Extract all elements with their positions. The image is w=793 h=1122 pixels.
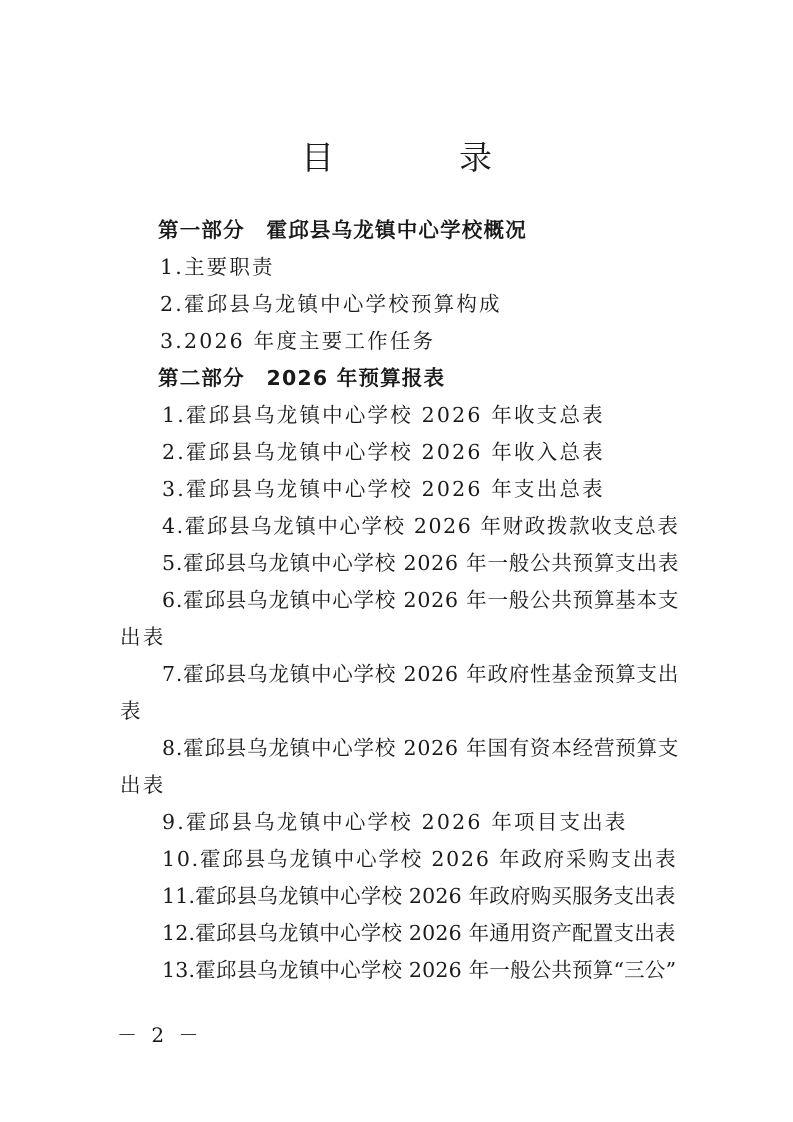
part2-item-9: 9.霍邱县乌龙镇中心学校 2026 年项目支出表 [162, 810, 628, 834]
part2-item-12: 12.霍邱县乌龙镇中心学校 2026 年通用资产配置支出表 [162, 921, 676, 945]
part1-item-2: 2.霍邱县乌龙镇中心学校预算构成 [160, 292, 502, 316]
part2-heading: 第二部分 2026 年预算报表 [158, 366, 446, 390]
part2-item-7-cont: 表 [120, 699, 143, 723]
part2-item-7: 7.霍邱县乌龙镇中心学校 2026 年政府性基金预算支出 [162, 662, 680, 686]
part1-item-1: 1.主要职责 [160, 255, 275, 279]
part1-heading: 第一部分 霍邱县乌龙镇中心学校概况 [158, 218, 527, 242]
page-title: 目 录 [301, 138, 538, 177]
part2-item-1: 1.霍邱县乌龙镇中心学校 2026 年收支总表 [162, 403, 605, 427]
part2-item-13: 13.霍邱县乌龙镇中心学校 2026 年一般公共预算“三公” [162, 958, 677, 982]
part1-item-3: 3.2026 年度主要工作任务 [160, 329, 436, 353]
part2-item-3: 3.霍邱县乌龙镇中心学校 2026 年支出总表 [162, 477, 605, 501]
part2-item-8: 8.霍邱县乌龙镇中心学校 2026 年国有资本经营预算支 [162, 736, 680, 760]
part2-item-4: 4.霍邱县乌龙镇中心学校 2026 年财政拨款收支总表 [162, 514, 680, 538]
part2-item-11: 11.霍邱县乌龙镇中心学校 2026 年政府购买服务支出表 [162, 884, 676, 908]
part2-item-6-cont: 出表 [120, 625, 166, 649]
part2-item-8-cont: 出表 [120, 773, 166, 797]
part2-item-10: 10.霍邱县乌龙镇中心学校 2026 年政府采购支出表 [162, 847, 678, 871]
part2-item-6: 6.霍邱县乌龙镇中心学校 2026 年一般公共预算基本支 [162, 588, 680, 612]
part2-item-5: 5.霍邱县乌龙镇中心学校 2026 年一般公共预算支出表 [162, 551, 680, 575]
page-number: － 2 － [117, 1023, 203, 1047]
part2-item-2: 2.霍邱县乌龙镇中心学校 2026 年收入总表 [162, 440, 605, 464]
